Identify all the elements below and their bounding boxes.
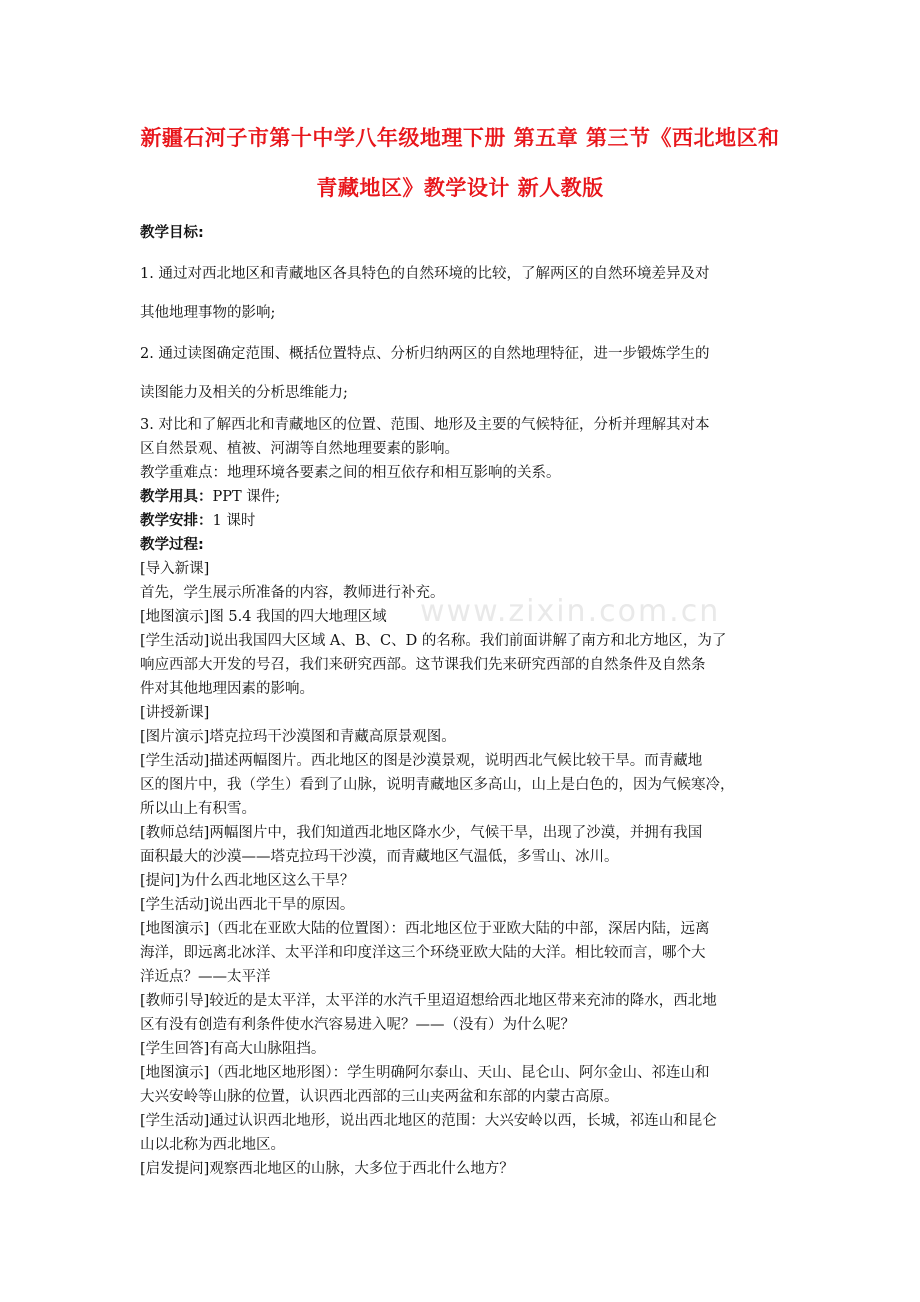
document-title-line-1: 新疆石河子市第十中学八年级地理下册 第五章 第三节《西北地区和: [140, 126, 780, 150]
paragraph-line: [地图演示]图 5.4 我国的四大地理区域: [140, 609, 387, 625]
paragraph-line: 2. 通过读图确定范围、概括位置特点、分析归纳两区的自然地理特征，进一步锻炼学生的: [140, 346, 710, 362]
paragraph-line: [学生回答]有高大山脉阻挡。: [140, 1041, 326, 1057]
paragraph-line: 区自然景观、植被、河湖等自然地理要素的影响。: [140, 441, 459, 457]
section-heading-process: 教学过程:: [140, 537, 204, 553]
paragraph-line: 大兴安岭等山脉的位置，认识西北西部的三山夹两盆和东部的内蒙古高原。: [140, 1089, 619, 1105]
teaching-tools-value: PPT 课件;: [212, 489, 281, 505]
paragraph-line: 面积最大的沙漠——塔克拉玛干沙漠，而青藏地区气温低，多雪山、冰川。: [140, 849, 619, 865]
teaching-schedule-line: [140, 509, 255, 530]
teaching-schedule-label: 教学安排：: [140, 513, 213, 529]
paragraph-line: 山以北称为西北地区。: [140, 1137, 285, 1153]
paragraph-line: [教师引导]较近的是太平洋，太平洋的水汽千里迢迢想给西北地区带来充沛的降水，西北地: [140, 993, 717, 1009]
section-heading-objectives: 教学目标:: [140, 225, 204, 241]
paragraph-line: [学生活动]描述两幅图片。西北地区的图是沙漠景观，说明西北气候比较干旱。而青藏地: [140, 753, 703, 769]
paragraph-line: [地图演示]（西北在亚欧大陆的位置图）：西北地区位于亚欧大陆的中部，深居内陆，远离: [140, 921, 710, 937]
paragraph-line: 海洋，即远离北冰洋、太平洋和印度洋这三个环绕亚欧大陆的大洋。相比较而言，哪个大: [140, 945, 706, 961]
paragraph-line: [地图演示]（西北地区地形图）：学生明确阿尔泰山、天山、昆仑山、阿尔金山、祁连山和: [140, 1065, 710, 1081]
paragraph-line: 洋近点？——太平洋: [140, 969, 271, 985]
teaching-tools-label: 教学用具：: [140, 489, 213, 505]
paragraph-line: [图片演示]塔克拉玛干沙漠图和青藏高原景观图。: [140, 729, 456, 745]
paragraph-line: 3. 对比和了解西北和青藏地区的位置、范围、地形及主要的气候特征，分析并理解其对本: [140, 417, 710, 433]
paragraph-line: 区的图片中，我（学生）看到了山脉，说明青藏地区多高山，山上是白色的，因为气候寒冷，: [140, 777, 735, 793]
paragraph-line: 区有没有创造有利条件使水汽容易进入呢？——（没有）为什么呢？: [140, 1017, 575, 1033]
paragraph-line: 件对其他地理因素的影响。: [140, 681, 314, 697]
paragraph-line: [教师总结]两幅图片中，我们知道西北地区降水少，气候干旱，出现了沙漠，并拥有我国: [140, 825, 703, 841]
teaching-schedule-value: 1 课时: [212, 513, 256, 529]
paragraph-line: 其他地理事物的影响;: [140, 305, 276, 321]
paragraph-line: [学生活动]通过认识西北地形，说出西北地区的范围：大兴安岭以西，长城，祁连山和昆仑: [140, 1113, 717, 1129]
paragraph-line: [导入新课]: [140, 561, 210, 577]
paragraph-line: [讲授新课]: [140, 705, 210, 721]
document-title-line-2: 青藏地区》教学设计 新人教版: [316, 176, 604, 200]
paragraph-line: [启发提问]观察西北地区的山脉，大多位于西北什么地方？: [140, 1161, 514, 1177]
teaching-tools-line: [140, 485, 280, 506]
paragraph-line: [学生活动]说出西北干旱的原因。: [140, 897, 355, 913]
paragraph-line: [提问]为什么西北地区这么干旱？: [140, 873, 355, 889]
paragraph-line: 响应西部大开发的号召，我们来研究西部。这节课我们先来研究西部的自然条件及自然条: [140, 657, 706, 673]
paragraph-line: 所以山上有积雪。: [140, 801, 256, 817]
paragraph-line: 首先，学生展示所准备的内容，教师进行补充。: [140, 585, 445, 601]
paragraph-line: [学生活动]说出我国四大区域 A、B、C、D 的名称。我们前面讲解了南方和北方地区，为了: [140, 633, 727, 649]
paragraph-line: 教学重难点：地理环境各要素之间的相互依存和相互影响的关系。: [140, 465, 561, 481]
paragraph-line: 读图能力及相关的分析思维能力;: [140, 385, 348, 401]
paragraph-line: 1. 通过对西北地区和青藏地区各具特色的自然环境的比较，了解两区的自然环境差异及对: [140, 266, 710, 282]
watermark: www.zixin.com.cn: [420, 594, 721, 629]
